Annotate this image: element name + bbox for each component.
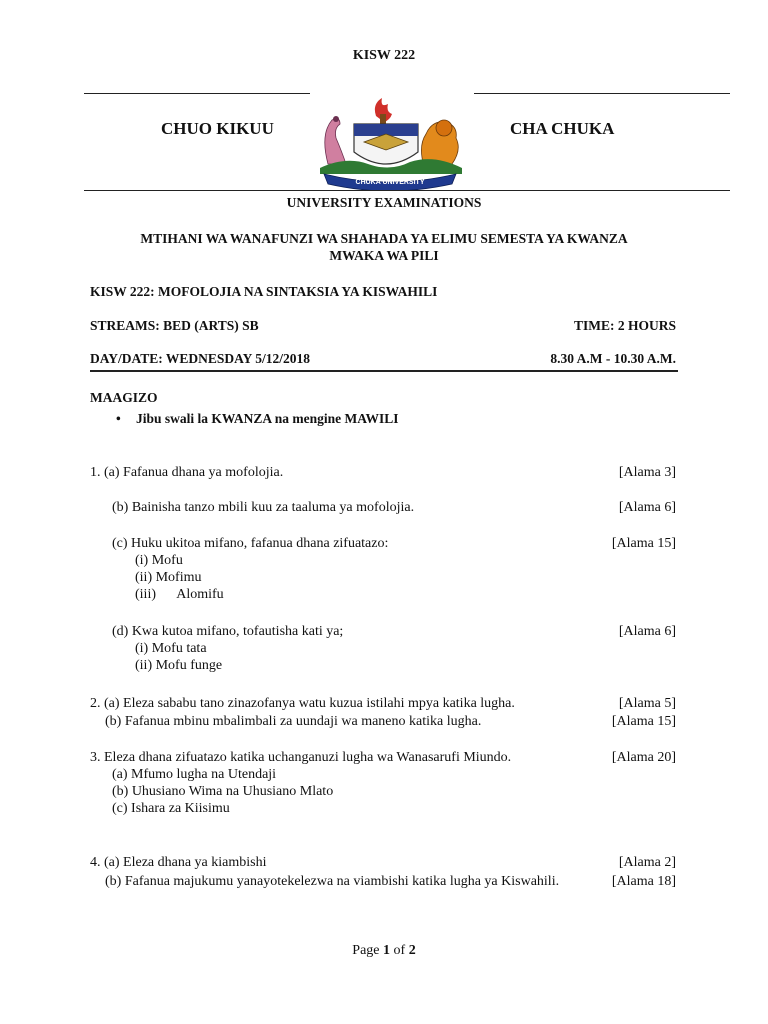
course-title: KISW 222: MOFOLOJIA NA SINTAKSIA YA KISWAHILI bbox=[90, 284, 438, 299]
instructions-heading: MAAGIZO bbox=[90, 390, 158, 405]
question-4a-text: 4. (a) Eleza dhana ya kiambishi bbox=[90, 855, 267, 870]
question-1d-text: (d) Kwa kutoa mifano, tofautisha kati ya; bbox=[112, 624, 344, 639]
question-2b-text: (b) Fafanua mbinu mbalimbali za uundaji wa maneno katika lugha. bbox=[105, 714, 482, 729]
total-pages: 2 bbox=[408, 943, 416, 958]
question-1c-marks: [Alama 15] bbox=[611, 536, 676, 551]
list-item: (b) Uhusiano Wima na Uhusiano Mlato bbox=[112, 784, 334, 799]
question-1a-marks: [Alama 3] bbox=[618, 465, 676, 480]
page-separator: of bbox=[390, 943, 409, 958]
crest-banner-text: CHUKA UNIVERSITY bbox=[355, 179, 425, 186]
question-1b-marks: [Alama 6] bbox=[618, 500, 676, 515]
exam-title: UNIVERSITY EXAMINATIONS bbox=[286, 195, 482, 210]
question-1b bbox=[90, 500, 676, 516]
divider-top-left bbox=[84, 93, 310, 94]
question-1d bbox=[90, 624, 676, 674]
divider-header-bottom bbox=[90, 370, 678, 372]
divider-below-logo bbox=[84, 190, 730, 191]
list-item: (ii) Mofu funge bbox=[135, 658, 223, 673]
course-code: KISW 222 bbox=[352, 48, 416, 63]
page-prefix: Page bbox=[352, 943, 384, 958]
exam-subtitle-1: MTIHANI WA WANAFUNZI WA SHAHADA YA ELIMU SEMESTA YA KWANZA bbox=[140, 231, 628, 246]
question-2a bbox=[90, 696, 676, 712]
university-crest-logo bbox=[306, 94, 472, 190]
list-item: (ii) Mofimu bbox=[135, 570, 202, 585]
university-name-left: CHUO KIKUU bbox=[161, 119, 274, 138]
streams: STREAMS: BED (ARTS) SB bbox=[90, 318, 259, 333]
course-title-row bbox=[90, 284, 676, 300]
question-4a bbox=[90, 855, 676, 871]
question-1c-text: (c) Huku ukitoa mifano, fafanua dhana zifuatazo: bbox=[112, 536, 389, 551]
current-page: 1 bbox=[383, 943, 391, 958]
question-3-text: 3. Eleza dhana zifuatazo katika uchanganuzi lugha wa Wanasarufi Miundo. bbox=[90, 750, 512, 765]
list-item: (i) Mofu tata bbox=[135, 641, 207, 656]
question-2a-text: 2. (a) Eleza sababu tano zinazofanya watu kuzua istilahi mpya katika lugha. bbox=[90, 696, 515, 711]
question-1b-text: (b) Bainisha tanzo mbili kuu za taaluma ya mofolojia. bbox=[112, 500, 415, 515]
question-2a-marks: [Alama 5] bbox=[618, 696, 676, 711]
instructions-bullet-text: Jibu swali la KWANZA na mengine MAWILI bbox=[136, 411, 399, 426]
list-item: (a) Mfumo lugha na Utendaji bbox=[112, 767, 277, 782]
streams-row bbox=[90, 318, 676, 334]
bullet-icon: • bbox=[116, 411, 121, 426]
instructions-bullet bbox=[116, 411, 399, 427]
date-row bbox=[90, 351, 676, 367]
university-name-right: CHA CHUKA bbox=[510, 119, 615, 138]
question-4a-marks: [Alama 2] bbox=[618, 855, 676, 870]
question-1a-text: 1. (a) Fafanua dhana ya mofolojia. bbox=[90, 465, 284, 480]
question-1c bbox=[90, 536, 676, 603]
list-item: (iii) Alomifu bbox=[135, 587, 224, 602]
question-2b-marks: [Alama 15] bbox=[611, 714, 676, 729]
day-date: DAY/DATE: WEDNESDAY 5/12/2018 bbox=[90, 351, 311, 366]
question-4b-text: (b) Fafanua majukumu yanayotekelezwa na viambishi katika lugha ya Kiswahili. bbox=[105, 874, 560, 889]
page-number bbox=[0, 943, 768, 959]
question-3 bbox=[90, 750, 676, 817]
exam-subtitle-2: MWAKA WA PILI bbox=[329, 248, 439, 263]
question-4b bbox=[90, 874, 676, 890]
time-range: 8.30 A.M - 10.30 A.M. bbox=[550, 351, 676, 366]
list-item: (i) Mofu bbox=[135, 553, 183, 568]
question-3-marks: [Alama 20] bbox=[611, 750, 676, 765]
divider-top-right bbox=[474, 93, 730, 94]
question-2b bbox=[90, 714, 676, 730]
question-1d-marks: [Alama 6] bbox=[618, 624, 676, 639]
question-1a bbox=[90, 465, 676, 481]
question-4b-marks: [Alama 18] bbox=[611, 874, 676, 889]
exam-time: TIME: 2 HOURS bbox=[573, 318, 676, 333]
list-item: (c) Ishara za Kiisimu bbox=[112, 801, 230, 816]
